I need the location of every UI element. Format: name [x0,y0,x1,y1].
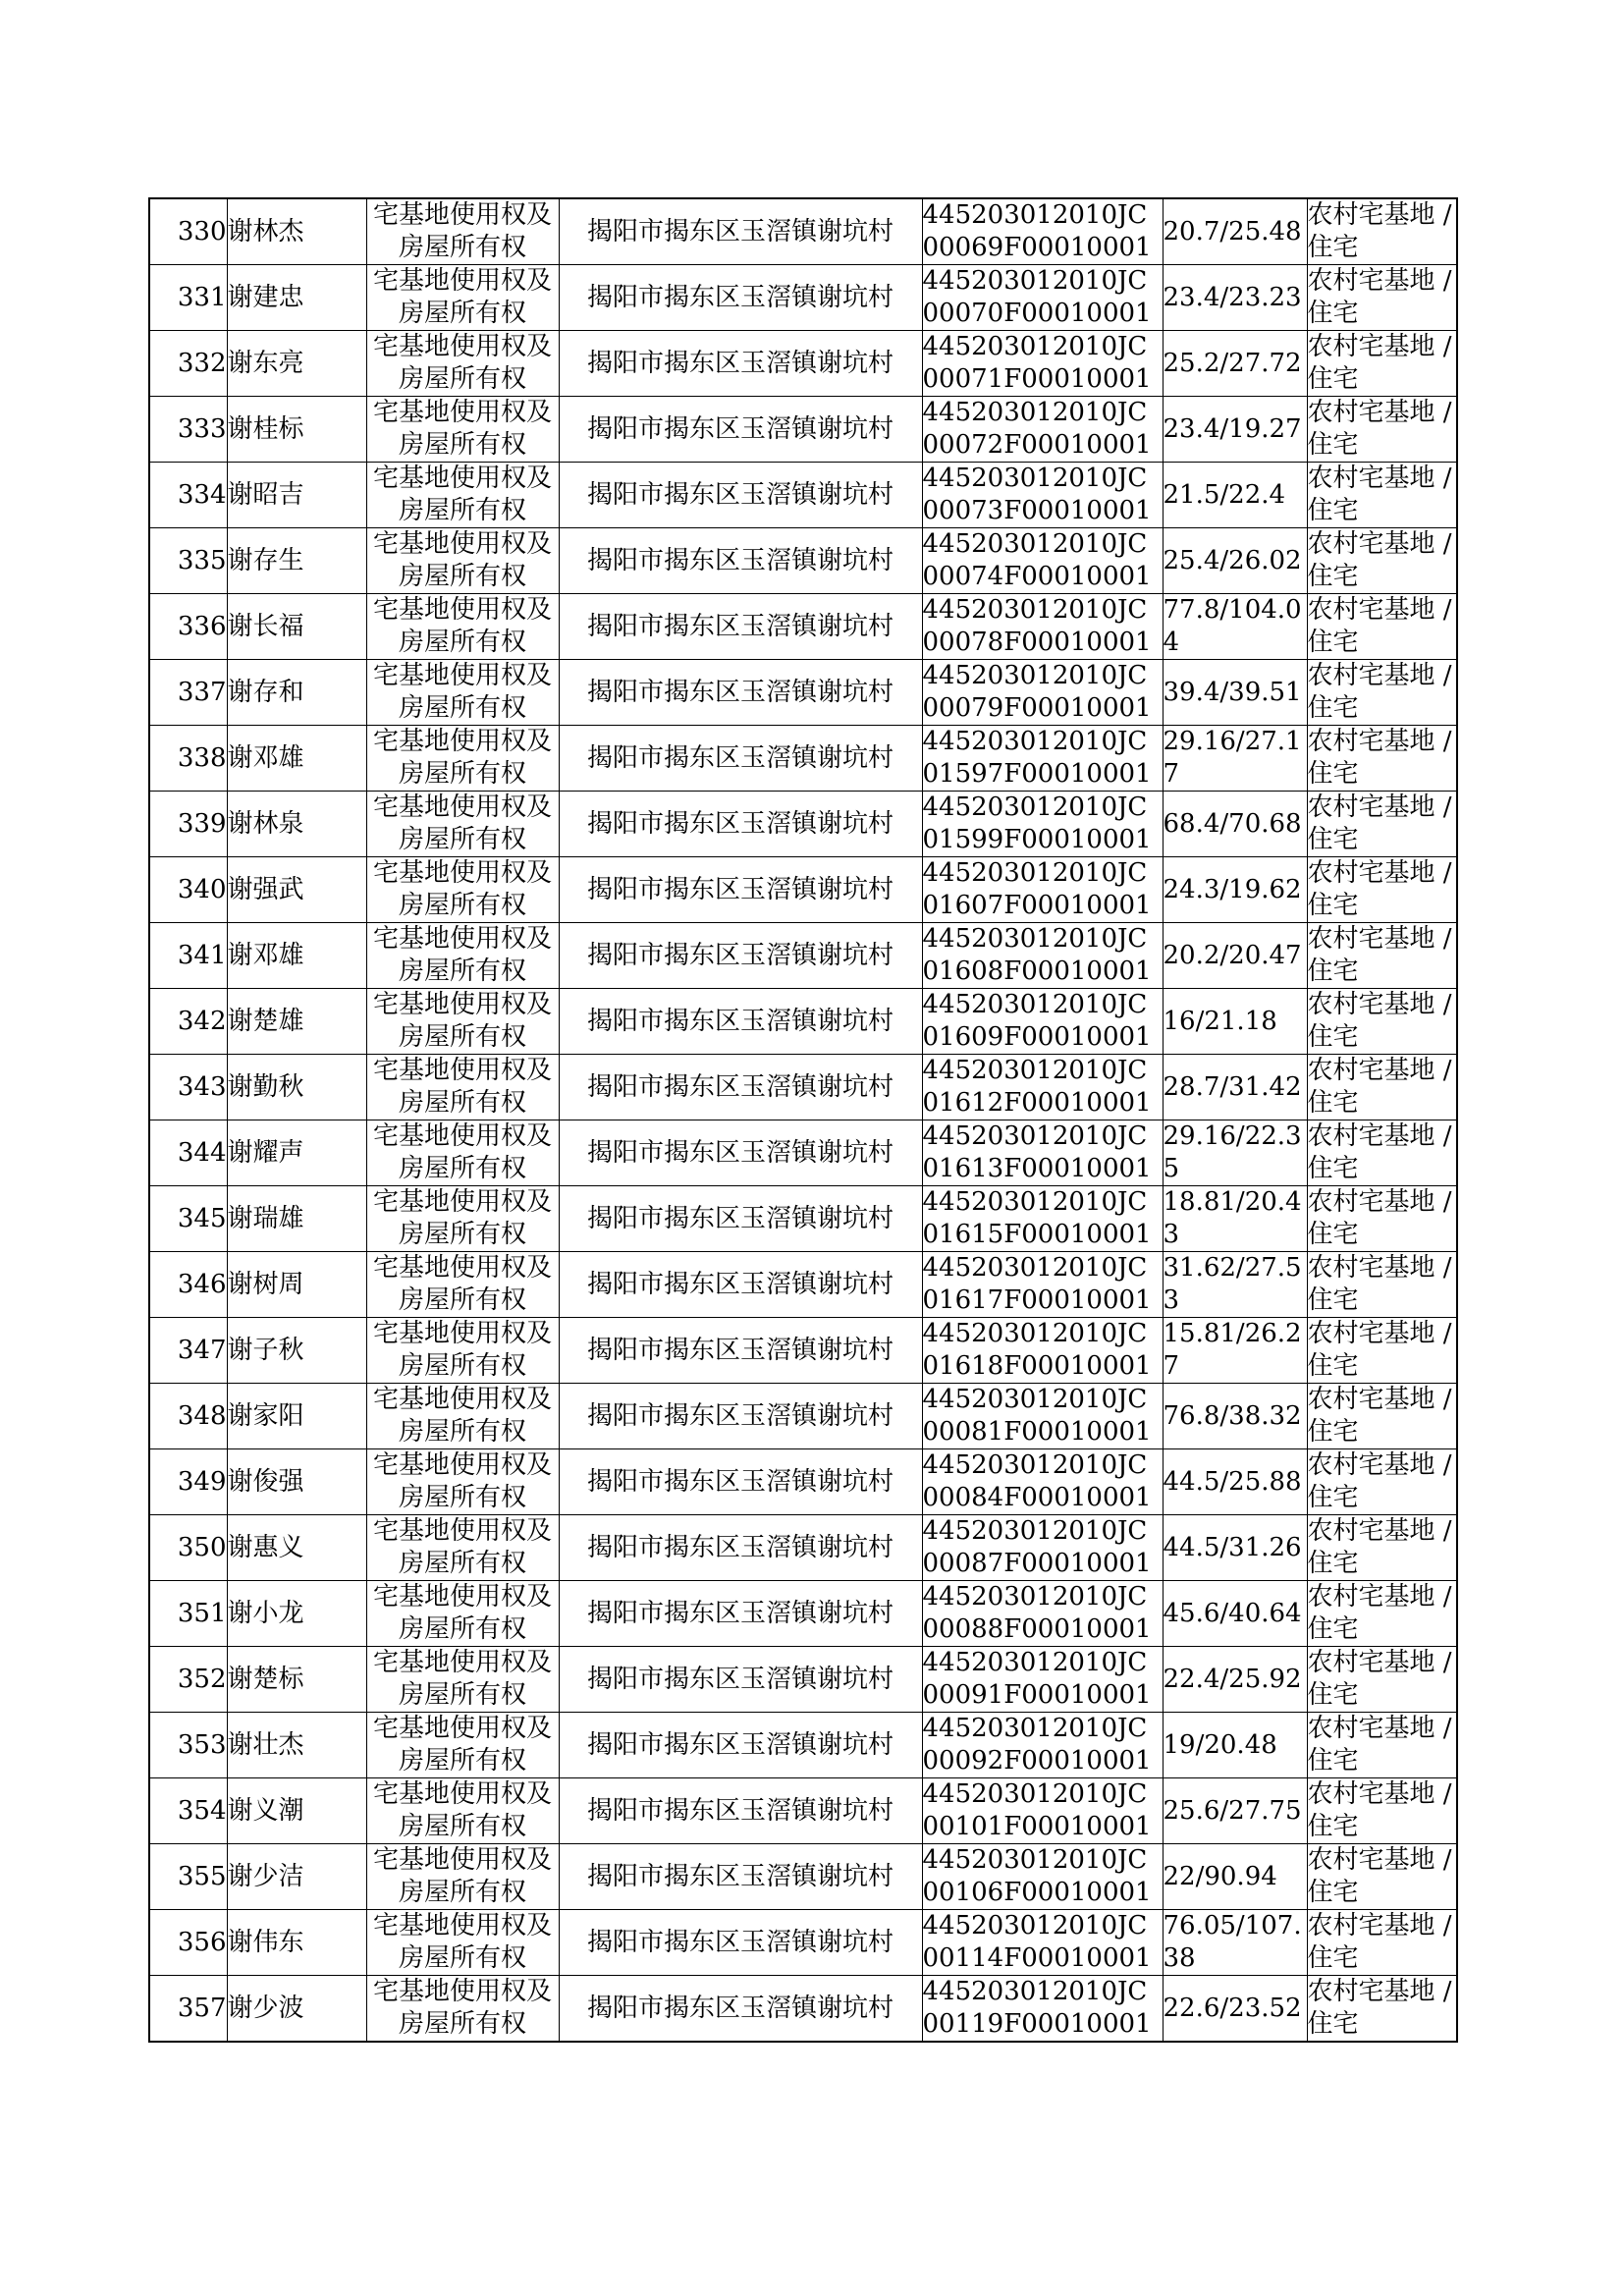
area-cell: 29.16/22.35 [1163,1120,1307,1186]
row-number-cell: 340 [149,857,227,923]
unit-code-cell: 445203012010JC00078F00010001 [922,594,1163,660]
right-type-cell: 宅基地使用权及房屋所有权 [366,857,559,923]
usage-cell: 农村宅基地 / 住宅 [1307,1384,1457,1449]
area-cell: 23.4/23.23 [1163,265,1307,331]
row-number-cell: 336 [149,594,227,660]
owner-name-cell: 谢存生 [227,528,366,594]
owner-name-cell: 谢瑞雄 [227,1186,366,1252]
unit-code-cell: 445203012010JC00073F00010001 [922,463,1163,528]
table-row [149,331,1457,397]
usage-cell: 农村宅基地 / 住宅 [1307,857,1457,923]
location-cell: 揭阳市揭东区玉滘镇谢坑村 [559,989,922,1055]
owner-name-cell: 谢子秋 [227,1318,366,1384]
owner-name-cell: 谢义潮 [227,1778,366,1844]
right-type-cell: 宅基地使用权及房屋所有权 [366,726,559,792]
row-number-cell: 351 [149,1581,227,1647]
row-number-cell: 342 [149,989,227,1055]
location-cell: 揭阳市揭东区玉滘镇谢坑村 [559,594,922,660]
usage-cell: 农村宅基地 / 住宅 [1307,989,1457,1055]
area-cell: 44.5/31.26 [1163,1515,1307,1581]
usage-cell: 农村宅基地 / 住宅 [1307,1713,1457,1778]
owner-name-cell: 谢少洁 [227,1844,366,1910]
area-cell: 39.4/39.51 [1163,660,1307,726]
table-row [149,265,1457,331]
table-row [149,1252,1457,1318]
area-cell: 19/20.48 [1163,1713,1307,1778]
table-row [149,1318,1457,1384]
right-type-cell: 宅基地使用权及房屋所有权 [366,792,559,857]
row-number-cell: 339 [149,792,227,857]
table-row [149,1910,1457,1976]
right-type-cell: 宅基地使用权及房屋所有权 [366,594,559,660]
area-cell: 22.4/25.92 [1163,1647,1307,1713]
owner-name-cell: 谢惠义 [227,1515,366,1581]
location-cell: 揭阳市揭东区玉滘镇谢坑村 [559,1055,922,1120]
table-row [149,1778,1457,1844]
table-row [149,198,1457,265]
owner-name-cell: 谢强武 [227,857,366,923]
row-number-cell: 333 [149,397,227,463]
location-cell: 揭阳市揭东区玉滘镇谢坑村 [559,1778,922,1844]
unit-code-cell: 445203012010JC00101F00010001 [922,1778,1163,1844]
table-row [149,1713,1457,1778]
usage-cell: 农村宅基地 / 住宅 [1307,528,1457,594]
table-row [149,463,1457,528]
owner-name-cell: 谢少波 [227,1976,366,2043]
location-cell: 揭阳市揭东区玉滘镇谢坑村 [559,1844,922,1910]
location-cell: 揭阳市揭东区玉滘镇谢坑村 [559,1384,922,1449]
location-cell: 揭阳市揭东区玉滘镇谢坑村 [559,1318,922,1384]
usage-cell: 农村宅基地 / 住宅 [1307,1318,1457,1384]
owner-name-cell: 谢勤秋 [227,1055,366,1120]
area-cell: 25.4/26.02 [1163,528,1307,594]
right-type-cell: 宅基地使用权及房屋所有权 [366,1120,559,1186]
area-cell: 77.8/104.04 [1163,594,1307,660]
registry-table-body [149,198,1457,2042]
table-row [149,594,1457,660]
location-cell: 揭阳市揭东区玉滘镇谢坑村 [559,463,922,528]
unit-code-cell: 445203012010JC00092F00010001 [922,1713,1163,1778]
right-type-cell: 宅基地使用权及房屋所有权 [366,1581,559,1647]
location-cell: 揭阳市揭东区玉滘镇谢坑村 [559,1449,922,1515]
location-cell: 揭阳市揭东区玉滘镇谢坑村 [559,1515,922,1581]
right-type-cell: 宅基地使用权及房屋所有权 [366,1384,559,1449]
row-number-cell: 338 [149,726,227,792]
usage-cell: 农村宅基地 / 住宅 [1307,463,1457,528]
table-row [149,1186,1457,1252]
row-number-cell: 345 [149,1186,227,1252]
unit-code-cell: 445203012010JC00087F00010001 [922,1515,1163,1581]
row-number-cell: 343 [149,1055,227,1120]
table-row [149,660,1457,726]
table-row [149,792,1457,857]
table-row [149,1515,1457,1581]
area-cell: 22/90.94 [1163,1844,1307,1910]
table-row [149,397,1457,463]
registry-table [148,197,1458,2043]
unit-code-cell: 445203012010JC00119F00010001 [922,1976,1163,2043]
usage-cell: 农村宅基地 / 住宅 [1307,1449,1457,1515]
unit-code-cell: 445203012010JC01617F00010001 [922,1252,1163,1318]
row-number-cell: 353 [149,1713,227,1778]
right-type-cell: 宅基地使用权及房屋所有权 [366,1318,559,1384]
table-row [149,989,1457,1055]
usage-cell: 农村宅基地 / 住宅 [1307,265,1457,331]
row-number-cell: 354 [149,1778,227,1844]
unit-code-cell: 445203012010JC01609F00010001 [922,989,1163,1055]
area-cell: 18.81/20.43 [1163,1186,1307,1252]
owner-name-cell: 谢林泉 [227,792,366,857]
location-cell: 揭阳市揭东区玉滘镇谢坑村 [559,1252,922,1318]
unit-code-cell: 445203012010JC00074F00010001 [922,528,1163,594]
right-type-cell: 宅基地使用权及房屋所有权 [366,265,559,331]
usage-cell: 农村宅基地 / 住宅 [1307,331,1457,397]
usage-cell: 农村宅基地 / 住宅 [1307,594,1457,660]
area-cell: 31.62/27.53 [1163,1252,1307,1318]
owner-name-cell: 谢楚标 [227,1647,366,1713]
unit-code-cell: 445203012010JC00081F00010001 [922,1384,1163,1449]
right-type-cell: 宅基地使用权及房屋所有权 [366,1647,559,1713]
usage-cell: 农村宅基地 / 住宅 [1307,1844,1457,1910]
table-row [149,923,1457,989]
owner-name-cell: 谢长福 [227,594,366,660]
area-cell: 16/21.18 [1163,989,1307,1055]
location-cell: 揭阳市揭东区玉滘镇谢坑村 [559,1581,922,1647]
owner-name-cell: 谢林杰 [227,198,366,265]
location-cell: 揭阳市揭东区玉滘镇谢坑村 [559,1186,922,1252]
right-type-cell: 宅基地使用权及房屋所有权 [366,1055,559,1120]
table-row [149,1449,1457,1515]
owner-name-cell: 谢邓雄 [227,726,366,792]
location-cell: 揭阳市揭东区玉滘镇谢坑村 [559,265,922,331]
area-cell: 25.2/27.72 [1163,331,1307,397]
table-row [149,1055,1457,1120]
unit-code-cell: 445203012010JC00071F00010001 [922,331,1163,397]
owner-name-cell: 谢存和 [227,660,366,726]
owner-name-cell: 谢桂标 [227,397,366,463]
right-type-cell: 宅基地使用权及房屋所有权 [366,331,559,397]
row-number-cell: 337 [149,660,227,726]
owner-name-cell: 谢伟东 [227,1910,366,1976]
owner-name-cell: 谢楚雄 [227,989,366,1055]
row-number-cell: 355 [149,1844,227,1910]
area-cell: 25.6/27.75 [1163,1778,1307,1844]
right-type-cell: 宅基地使用权及房屋所有权 [366,660,559,726]
usage-cell: 农村宅基地 / 住宅 [1307,1910,1457,1976]
area-cell: 23.4/19.27 [1163,397,1307,463]
table-row [149,1581,1457,1647]
table-row [149,726,1457,792]
right-type-cell: 宅基地使用权及房屋所有权 [366,1186,559,1252]
unit-code-cell: 445203012010JC01607F00010001 [922,857,1163,923]
unit-code-cell: 445203012010JC00084F00010001 [922,1449,1163,1515]
location-cell: 揭阳市揭东区玉滘镇谢坑村 [559,1647,922,1713]
table-row [149,1647,1457,1713]
unit-code-cell: 445203012010JC01599F00010001 [922,792,1163,857]
row-number-cell: 344 [149,1120,227,1186]
table-row [149,528,1457,594]
area-cell: 15.81/26.27 [1163,1318,1307,1384]
owner-name-cell: 谢家阳 [227,1384,366,1449]
row-number-cell: 334 [149,463,227,528]
row-number-cell: 331 [149,265,227,331]
right-type-cell: 宅基地使用权及房屋所有权 [366,463,559,528]
unit-code-cell: 445203012010JC00091F00010001 [922,1647,1163,1713]
right-type-cell: 宅基地使用权及房屋所有权 [366,1449,559,1515]
unit-code-cell: 445203012010JC00114F00010001 [922,1910,1163,1976]
right-type-cell: 宅基地使用权及房屋所有权 [366,1910,559,1976]
owner-name-cell: 谢树周 [227,1252,366,1318]
right-type-cell: 宅基地使用权及房屋所有权 [366,1252,559,1318]
usage-cell: 农村宅基地 / 住宅 [1307,660,1457,726]
unit-code-cell: 445203012010JC01597F00010001 [922,726,1163,792]
usage-cell: 农村宅基地 / 住宅 [1307,792,1457,857]
row-number-cell: 349 [149,1449,227,1515]
unit-code-cell: 445203012010JC01615F00010001 [922,1186,1163,1252]
owner-name-cell: 谢耀声 [227,1120,366,1186]
owner-name-cell: 谢壮杰 [227,1713,366,1778]
row-number-cell: 347 [149,1318,227,1384]
usage-cell: 农村宅基地 / 住宅 [1307,1778,1457,1844]
owner-name-cell: 谢邓雄 [227,923,366,989]
usage-cell: 农村宅基地 / 住宅 [1307,1581,1457,1647]
table-row [149,1976,1457,2043]
area-cell: 44.5/25.88 [1163,1449,1307,1515]
row-number-cell: 332 [149,331,227,397]
usage-cell: 农村宅基地 / 住宅 [1307,1976,1457,2043]
unit-code-cell: 445203012010JC01618F00010001 [922,1318,1163,1384]
unit-code-cell: 445203012010JC00106F00010001 [922,1844,1163,1910]
area-cell: 76.8/38.32 [1163,1384,1307,1449]
location-cell: 揭阳市揭东区玉滘镇谢坑村 [559,660,922,726]
location-cell: 揭阳市揭东区玉滘镇谢坑村 [559,726,922,792]
row-number-cell: 341 [149,923,227,989]
usage-cell: 农村宅基地 / 住宅 [1307,1647,1457,1713]
location-cell: 揭阳市揭东区玉滘镇谢坑村 [559,397,922,463]
location-cell: 揭阳市揭东区玉滘镇谢坑村 [559,857,922,923]
location-cell: 揭阳市揭东区玉滘镇谢坑村 [559,1976,922,2043]
usage-cell: 农村宅基地 / 住宅 [1307,198,1457,265]
right-type-cell: 宅基地使用权及房屋所有权 [366,397,559,463]
area-cell: 20.2/20.47 [1163,923,1307,989]
usage-cell: 农村宅基地 / 住宅 [1307,923,1457,989]
unit-code-cell: 445203012010JC00088F00010001 [922,1581,1163,1647]
unit-code-cell: 445203012010JC00072F00010001 [922,397,1163,463]
location-cell: 揭阳市揭东区玉滘镇谢坑村 [559,1910,922,1976]
location-cell: 揭阳市揭东区玉滘镇谢坑村 [559,792,922,857]
right-type-cell: 宅基地使用权及房屋所有权 [366,1713,559,1778]
owner-name-cell: 谢昭吉 [227,463,366,528]
usage-cell: 农村宅基地 / 住宅 [1307,1055,1457,1120]
row-number-cell: 335 [149,528,227,594]
owner-name-cell: 谢小龙 [227,1581,366,1647]
location-cell: 揭阳市揭东区玉滘镇谢坑村 [559,1120,922,1186]
area-cell: 45.6/40.64 [1163,1581,1307,1647]
table-row [149,1120,1457,1186]
row-number-cell: 356 [149,1910,227,1976]
area-cell: 29.16/27.17 [1163,726,1307,792]
row-number-cell: 330 [149,198,227,265]
location-cell: 揭阳市揭东区玉滘镇谢坑村 [559,528,922,594]
usage-cell: 农村宅基地 / 住宅 [1307,726,1457,792]
table-row [149,857,1457,923]
area-cell: 76.05/107.38 [1163,1910,1307,1976]
row-number-cell: 348 [149,1384,227,1449]
right-type-cell: 宅基地使用权及房屋所有权 [366,1778,559,1844]
table-row [149,1844,1457,1910]
right-type-cell: 宅基地使用权及房屋所有权 [366,989,559,1055]
table-row [149,1384,1457,1449]
usage-cell: 农村宅基地 / 住宅 [1307,1120,1457,1186]
row-number-cell: 346 [149,1252,227,1318]
location-cell: 揭阳市揭东区玉滘镇谢坑村 [559,923,922,989]
owner-name-cell: 谢俊强 [227,1449,366,1515]
area-cell: 68.4/70.68 [1163,792,1307,857]
right-type-cell: 宅基地使用权及房屋所有权 [366,1515,559,1581]
usage-cell: 农村宅基地 / 住宅 [1307,397,1457,463]
location-cell: 揭阳市揭东区玉滘镇谢坑村 [559,331,922,397]
row-number-cell: 352 [149,1647,227,1713]
right-type-cell: 宅基地使用权及房屋所有权 [366,1976,559,2043]
owner-name-cell: 谢建忠 [227,265,366,331]
area-cell: 28.7/31.42 [1163,1055,1307,1120]
row-number-cell: 350 [149,1515,227,1581]
right-type-cell: 宅基地使用权及房屋所有权 [366,528,559,594]
usage-cell: 农村宅基地 / 住宅 [1307,1252,1457,1318]
unit-code-cell: 445203012010JC01608F00010001 [922,923,1163,989]
unit-code-cell: 445203012010JC00069F00010001 [922,198,1163,265]
unit-code-cell: 445203012010JC01612F00010001 [922,1055,1163,1120]
right-type-cell: 宅基地使用权及房屋所有权 [366,198,559,265]
row-number-cell: 357 [149,1976,227,2043]
usage-cell: 农村宅基地 / 住宅 [1307,1515,1457,1581]
location-cell: 揭阳市揭东区玉滘镇谢坑村 [559,198,922,265]
area-cell: 20.7/25.48 [1163,198,1307,265]
unit-code-cell: 445203012010JC00079F00010001 [922,660,1163,726]
right-type-cell: 宅基地使用权及房屋所有权 [366,1844,559,1910]
right-type-cell: 宅基地使用权及房屋所有权 [366,923,559,989]
unit-code-cell: 445203012010JC00070F00010001 [922,265,1163,331]
owner-name-cell: 谢东亮 [227,331,366,397]
usage-cell: 农村宅基地 / 住宅 [1307,1186,1457,1252]
location-cell: 揭阳市揭东区玉滘镇谢坑村 [559,1713,922,1778]
area-cell: 21.5/22.4 [1163,463,1307,528]
area-cell: 24.3/19.62 [1163,857,1307,923]
area-cell: 22.6/23.52 [1163,1976,1307,2043]
unit-code-cell: 445203012010JC01613F00010001 [922,1120,1163,1186]
